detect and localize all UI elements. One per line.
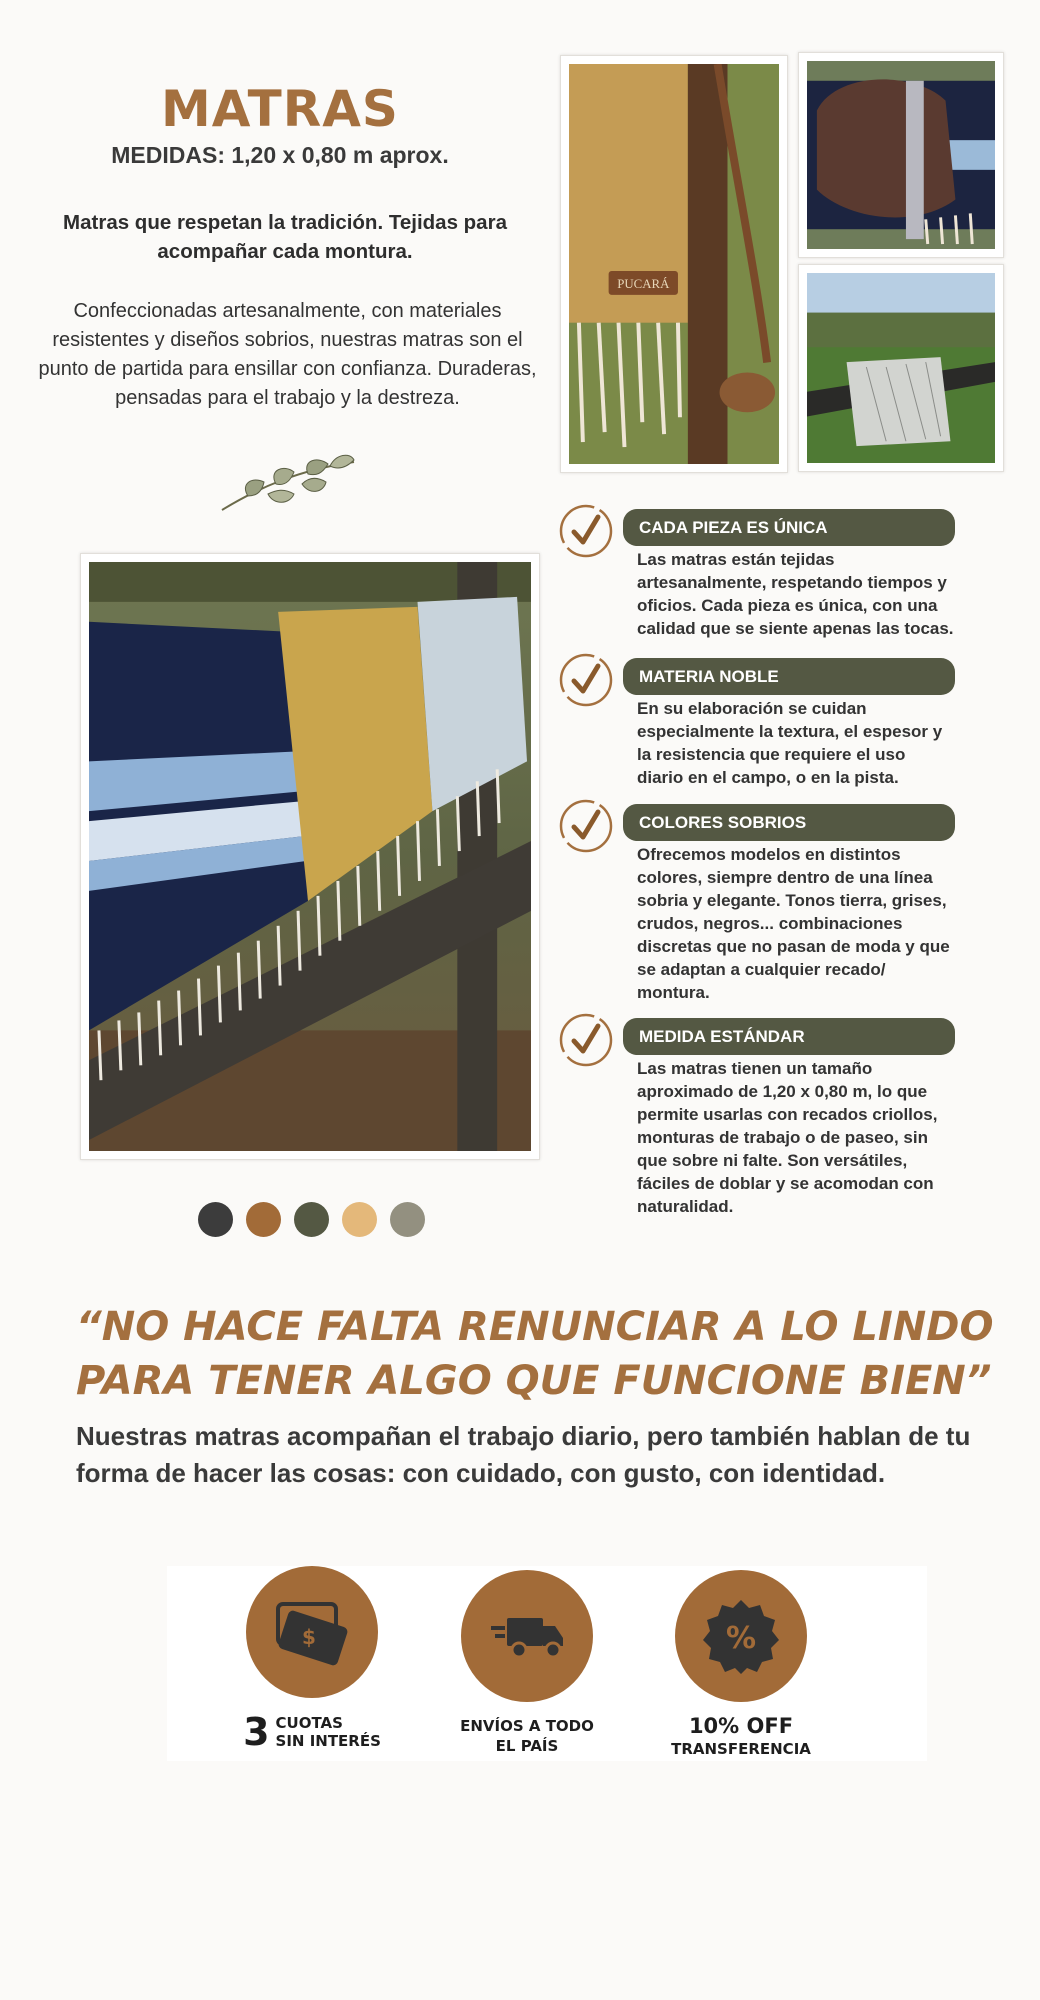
quote-subtext: Nuestras matras acompañan el trabajo diario, pero también hablan de tu forma de hacer las cosas: con cuidado, con gusto, con identidad.: [76, 1421, 971, 1488]
leaf-branch-icon: [218, 448, 360, 514]
benefit-shipping: [427, 1570, 627, 1756]
feature-body: En su elaboración se cuidan especialmente la textura, el espesor y la resistencia que requiere el uso diario en el campo, o en la pista.: [637, 699, 943, 787]
color-swatch[interactable]: [294, 1202, 329, 1237]
feature-title: COLORES SOBRIOS: [623, 804, 955, 841]
brand-tag: PUCARÁ: [617, 276, 670, 291]
feature-title: MEDIDA ESTÁNDAR: [623, 1018, 955, 1055]
installments-label: CUOTAS: [275, 1714, 343, 1732]
quote-heading: “NO HACE FALTA RENUNCIAR A LO LINDO PARA TENER ALGO QUE FUNCIONE BIEN”: [76, 1304, 994, 1404]
benefit-discount: [641, 1570, 841, 1758]
feature-body: Ofrecemos modelos en distintos colores, siempre dentro de una línea sobria y elegante. Tonos tierra, grises, crudos, negros... combinaciones discretas que no pasan de moda y que se adaptan a cualquier recado/ montura.: [637, 845, 950, 1002]
truck-icon: [461, 1570, 593, 1702]
benefit-installments: [212, 1566, 412, 1754]
installments-number: 3: [243, 1710, 270, 1754]
benefits-banner: [167, 1566, 927, 1761]
main-product-photo: [80, 553, 540, 1160]
credit-card-icon: [246, 1566, 378, 1698]
color-swatches: [198, 1202, 425, 1237]
saddle-photo: [798, 52, 1004, 258]
feature-body: Las matras tienen un tamaño aproximado de 1,20 x 0,80 m, lo que permite usarlas con recados criollos, monturas de trabajo o de paseo, sin que sobre ni falte. Son versátiles, fáciles de doblar y se acomodan con naturalidad.: [637, 1059, 938, 1216]
svg-text:%: %: [725, 1621, 757, 1656]
check-icon: [558, 798, 614, 854]
detail-photo-fringe: [560, 55, 788, 473]
color-swatch[interactable]: [198, 1202, 233, 1237]
shipping-label: ENVÍOS A TODO: [460, 1717, 594, 1735]
tagline: Matras que respetan la tradición. Tejidas para acompañar cada montura.: [63, 211, 507, 263]
check-icon: [558, 652, 614, 708]
discount-amount: 10% OFF: [688, 1714, 794, 1738]
feature-body: Las matras están tejidas artesanalmente, respetando tiempos y oficios. Cada pieza es única, con una calidad que se siente apenas las tocas.: [637, 550, 954, 638]
measurements-subtitle: MEDIDAS: 1,20 x 0,80 m aprox.: [111, 142, 449, 168]
svg-text:$: $: [302, 1625, 316, 1649]
color-swatch[interactable]: [246, 1202, 281, 1237]
shipping-label-2: EL PAÍS: [495, 1737, 559, 1755]
check-icon: [558, 503, 614, 559]
fence-field-photo: [798, 264, 1004, 472]
description: Confeccionadas artesanalmente, con materiales resistentes y diseños sobrios, nuestras matras son el punto de partida para ensillar con confianza. Duraderas, pensadas para el trabajo y la destreza.: [38, 300, 537, 409]
color-swatch[interactable]: [390, 1202, 425, 1237]
installments-label-2: SIN INTERÉS: [275, 1732, 381, 1750]
discount-badge-icon: [675, 1570, 807, 1702]
feature-title: MATERIA NOBLE: [623, 658, 955, 695]
page-title: MATRAS: [161, 80, 399, 138]
check-icon: [558, 1012, 614, 1068]
discount-method: TRANSFERENCIA: [671, 1740, 811, 1758]
color-swatch[interactable]: [342, 1202, 377, 1237]
feature-title: CADA PIEZA ES ÚNICA: [623, 509, 955, 546]
